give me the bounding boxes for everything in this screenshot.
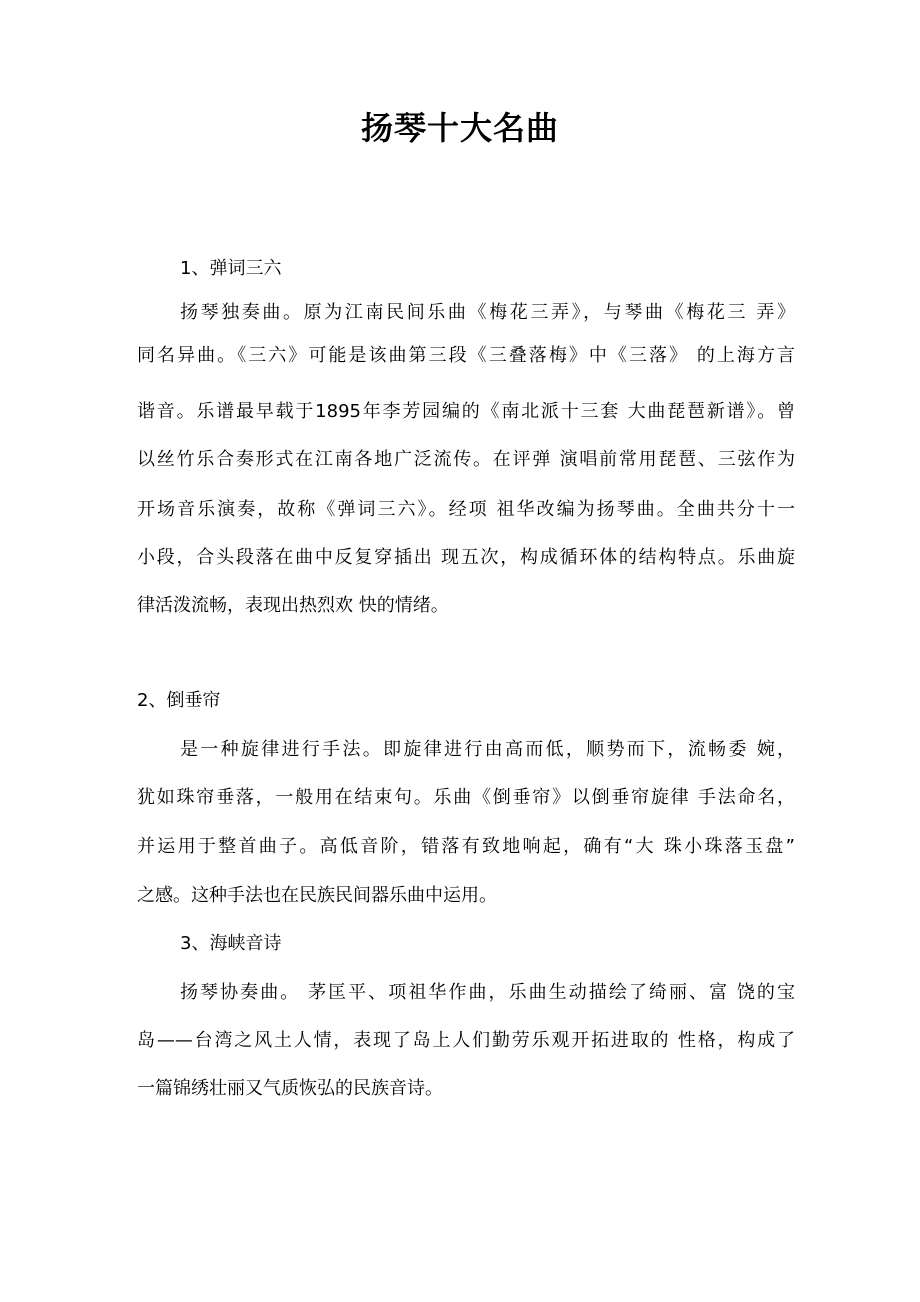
paragraph-line: 谐音。乐谱最早载于1895年李芳园编的《南北派十三套 大曲琵琶新谱》。曾 bbox=[137, 401, 795, 422]
paragraph-line: 犹如珠帘垂落，一般用在结束句。乐曲《倒垂帘》以倒垂帘旋律 手法命名， bbox=[137, 787, 795, 808]
paragraph-line: 律活泼流畅，表现出热烈欢 快的情绪。 bbox=[137, 595, 449, 616]
section-heading: 1、弹词三六 bbox=[180, 258, 282, 279]
section-heading: 2、倒垂帘 bbox=[137, 690, 221, 711]
paragraph-line: 同名异曲。《三六》可能是该曲第三段《三叠落梅》中《三落》 的上海方言 bbox=[137, 345, 795, 366]
paragraph-line: 并运用于整首曲子。高低音阶，错落有致地响起，确有“大 珠小珠落玉盘” bbox=[137, 836, 795, 857]
paragraph-line: 之感。这种手法也在民族民间器乐曲中运用。 bbox=[137, 885, 497, 906]
paragraph-line: 扬琴独奏曲。原为江南民间乐曲《梅花三弄》，与琴曲《梅花三 弄》 bbox=[180, 302, 795, 323]
paragraph-line: 一篇锦绣壮丽又气质恢弘的民族音诗。 bbox=[137, 1078, 443, 1099]
document-title: 扬琴十大名曲 bbox=[360, 109, 559, 147]
paragraph-line: 以丝竹乐合奏形式在江南各地广泛流传。在评弹 演唱前常用琵琶、三弦作为 bbox=[137, 449, 795, 470]
paragraph-line: 是一种旋律进行手法。即旋律进行由高而低，顺势而下，流畅委 婉， bbox=[180, 739, 795, 760]
paragraph-line: 小段，合头段落在曲中反复穿插出 现五次，构成循环体的结构特点。乐曲旋 bbox=[137, 547, 795, 568]
section-heading: 3、海峡音诗 bbox=[180, 933, 282, 954]
paragraph-line: 开场音乐演奏，故称《弹词三六》。经项 祖华改编为扬琴曲。全曲共分十一 bbox=[137, 499, 795, 520]
paragraph-line: 岛——台湾之风土人情，表现了岛上人们勤劳乐观开拓进取的 性格，构成了 bbox=[137, 1030, 795, 1051]
paragraph-line: 扬琴协奏曲。 茅匡平、项祖华作曲，乐曲生动描绘了绮丽、富 饶的宝 bbox=[180, 982, 795, 1003]
